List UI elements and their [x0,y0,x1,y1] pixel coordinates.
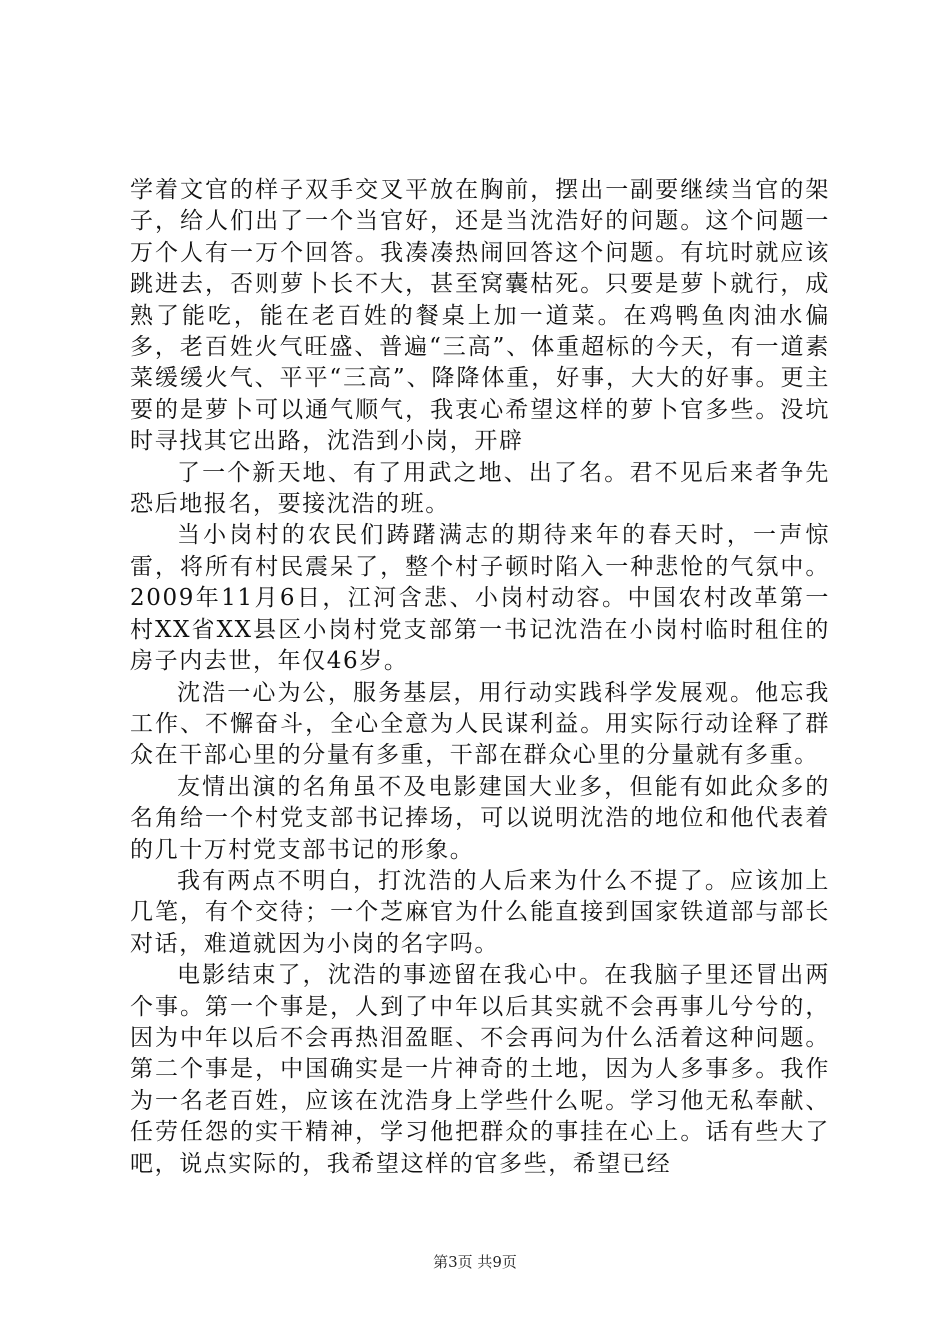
paragraph-1: 学着文官的样子双手交叉平放在胸前，摆出一副要继续当官的架子，给人们出了一个当官好，还是当沈浩好的问题。这个问题一万个人有一万个回答。我凑凑热闹回答这个问题。有坑时就应该跳进去，否则萝卜长不大，甚至窝囊枯死。只要是萝卜就行，成熟了能吃，能在老百姓的餐桌上加一道菜。在鸡鸭鱼肉油水偏多，老百姓火气旺盛、普遍“三高”、体重超标的今天，有一道素菜缓缓火气、平平“三高”、降降体重，好事，大大的好事。更主要的是萝卜可以通气顺气，我衷心希望这样的萝卜官多些。没坑时寻找其它出路，沈浩到小岗，开辟 [130,177,830,455]
document-body [130,175,830,1180]
paragraph-3: 当小岗村的农民们踌躇满志的期待来年的春天时，一声惊雷，将所有村民震呆了，整个村子顿时陷入一种悲怆的气氛中。2009年11月6日，江河含悲、小岗村动容。中国农村改革第一村XX省XX县区小岗村党支部第一书记沈浩在小岗村临时租住的房子内去世，年仅46岁。 [130,522,830,675]
paragraph-4: 沈浩一心为公，服务基层，用行动实践科学发展观。他忘我工作、不懈奋斗，全心全意为人民谋利益。用实际行动诠释了群众在干部心里的分量有多重，干部在群众心里的分量就有多重。 [130,679,830,769]
paragraph-7: 电影结束了，沈浩的事迹留在我心中。在我脑子里还冒出两个事。第一个事是，人到了中年以后其实就不会再事儿兮兮的，因为中年以后不会再热泪盈眶、不会再问为什么活着这种问题。第二个事是，中国确实是一片神奇的土地，因为人多事多。我作为一名老百姓，应该在沈浩身上学些什么呢。学习他无私奉献、任劳任怨的实干精神，学习他把群众的事挂在心上。话有些大了吧，说点实际的，我希望这样的官多些，希望已经 [130,962,830,1177]
paragraph-2: 了一个新天地、有了用武之地、出了名。君不见后来者争先恐后地报名，要接沈浩的班。 [130,459,830,518]
paragraph-5: 友情出演的名角虽不及电影建国大业多，但能有如此众多的名角给一个村党支部书记捧场，可以说明沈浩的地位和他代表着的几十万村党支部书记的形象。 [130,773,830,863]
paragraph-6: 我有两点不明白，打沈浩的人后来为什么不提了。应该加上几笔，有个交待；一个芝麻官为什么能直接到国家铁道部与部长对话，难道就因为小岗的名字吗。 [130,867,830,957]
page-number-footer: 第3页 共9页 [433,1253,517,1271]
